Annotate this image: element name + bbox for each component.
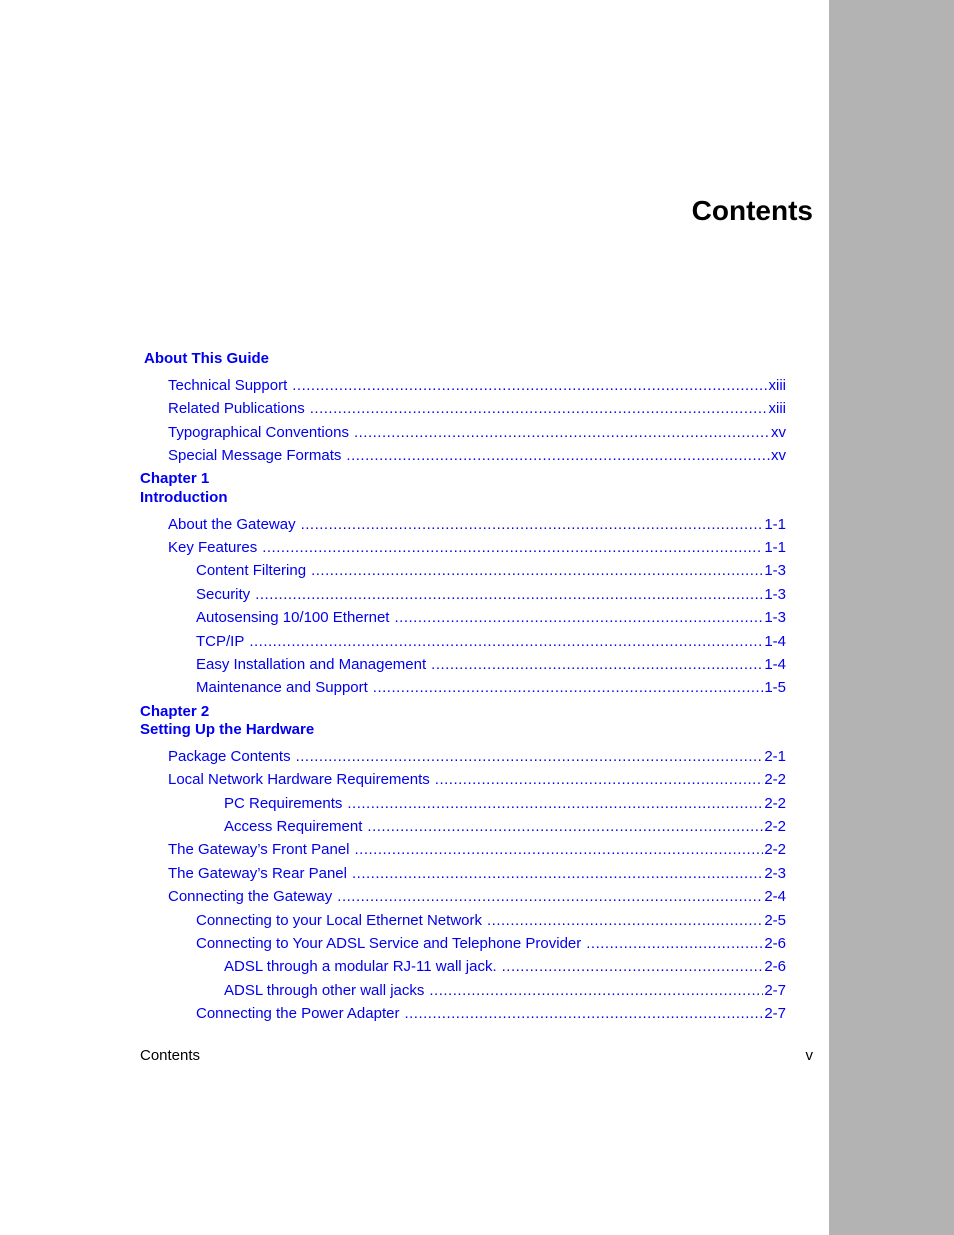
- toc-entry-page: 2-5: [764, 912, 786, 929]
- chapter-title-setting-up-the-hardware[interactable]: Setting Up the Hardware: [140, 721, 315, 738]
- dot-leader: [296, 747, 764, 767]
- dot-leader: [431, 655, 763, 675]
- toc-entry[interactable]: [196, 678, 786, 698]
- toc-entry-label: Autosensing 10/100 Ethernet: [196, 609, 390, 626]
- dot-leader: [429, 981, 763, 1001]
- toc-entry-page: 1-1: [764, 539, 786, 556]
- toc-entry-label: The Gateway’s Rear Panel: [168, 865, 347, 882]
- toc-entry-label: Easy Installation and Management: [196, 656, 427, 673]
- chapter-number-2[interactable]: Chapter 2: [140, 703, 210, 720]
- toc-entry[interactable]: [196, 561, 786, 581]
- toc-entry-label: Content Filtering: [196, 562, 307, 579]
- toc-entry[interactable]: [196, 608, 786, 628]
- toc-entry[interactable]: [196, 585, 786, 605]
- toc-entry-page: 2-6: [764, 935, 786, 952]
- toc-entry-page: xiii: [768, 400, 786, 417]
- toc-entry-page: 2-4: [764, 888, 786, 905]
- toc-entry-page: 1-5: [764, 679, 786, 696]
- toc-entry[interactable]: [168, 747, 786, 767]
- toc-entry[interactable]: [168, 423, 786, 443]
- toc-entry[interactable]: [168, 515, 786, 535]
- toc-entry[interactable]: [196, 911, 786, 931]
- toc-entry-label: Special Message Formats: [168, 447, 342, 464]
- dot-leader: [346, 446, 770, 466]
- toc-entry-label: Connecting to your Local Ethernet Network: [196, 912, 482, 929]
- toc-entry-page: 1-1: [764, 516, 786, 533]
- footer-section-name: Contents: [140, 1047, 201, 1064]
- toc-entry-page: 1-4: [764, 656, 786, 673]
- footer-page-number: v: [805, 1047, 813, 1064]
- toc-entry-label: Typographical Conventions: [168, 424, 349, 441]
- dot-leader: [311, 561, 763, 581]
- dot-leader: [337, 887, 763, 907]
- chapter-title-introduction[interactable]: Introduction: [140, 489, 228, 506]
- dot-leader: [249, 632, 763, 652]
- toc-entry[interactable]: [196, 655, 786, 675]
- toc-entry[interactable]: [224, 981, 786, 1001]
- toc-entry-label: Technical Support: [168, 377, 288, 394]
- chapter-number-1[interactable]: Chapter 1: [140, 470, 210, 487]
- toc-entry-page: xiii: [768, 377, 786, 394]
- dot-leader: [367, 817, 763, 837]
- toc-entry[interactable]: [168, 446, 786, 466]
- toc-entry[interactable]: [168, 399, 786, 419]
- toc-entry[interactable]: [196, 934, 786, 954]
- dot-leader: [352, 864, 763, 884]
- toc-entry-label: Connecting to Your ADSL Service and Telephone Provider: [196, 935, 582, 952]
- toc-entry-page: 2-1: [764, 748, 786, 765]
- side-bar: [829, 0, 954, 1235]
- toc-entry-label: Local Network Hardware Requirements: [168, 771, 430, 788]
- toc-entry-label: About the Gateway: [168, 516, 296, 533]
- toc-entry-label: ADSL through a modular RJ-11 wall jack.: [224, 958, 497, 975]
- toc-entry[interactable]: [168, 887, 786, 907]
- dot-leader: [354, 840, 763, 860]
- toc-entry-page: 2-7: [764, 982, 786, 999]
- dot-leader: [487, 911, 763, 931]
- dot-leader: [262, 538, 763, 558]
- toc-entry-label: The Gateway’s Front Panel: [168, 841, 350, 858]
- toc-entry-label: Related Publications: [168, 400, 305, 417]
- toc-entry-label: TCP/IP: [196, 633, 245, 650]
- dot-leader: [310, 399, 768, 419]
- toc-entry-page: xv: [771, 424, 786, 441]
- toc-entry-page: 1-3: [764, 562, 786, 579]
- toc-entry[interactable]: [224, 817, 786, 837]
- toc-entry-page: 2-2: [764, 771, 786, 788]
- dot-leader: [435, 770, 764, 790]
- toc-entry[interactable]: [196, 632, 786, 652]
- toc-entry-label: Package Contents: [168, 748, 291, 765]
- toc-entry-page: 1-3: [764, 586, 786, 603]
- dot-leader: [502, 957, 764, 977]
- page-title: Contents: [691, 195, 813, 226]
- toc-entry-page: 2-2: [764, 795, 786, 812]
- toc-entry-label: Connecting the Gateway: [168, 888, 333, 905]
- toc-entry[interactable]: [196, 1004, 786, 1024]
- toc-entry[interactable]: [168, 840, 786, 860]
- toc-entry-page: 2-6: [764, 958, 786, 975]
- toc-entry-label: ADSL through other wall jacks: [224, 982, 425, 999]
- dot-leader: [292, 376, 767, 396]
- toc-entry[interactable]: [224, 957, 786, 977]
- dot-leader: [586, 934, 763, 954]
- toc-entry-label: Connecting the Power Adapter: [196, 1005, 400, 1022]
- dot-leader: [301, 515, 764, 535]
- dot-leader: [347, 794, 763, 814]
- dot-leader: [354, 423, 770, 443]
- toc-entry[interactable]: [168, 538, 786, 558]
- toc-entry[interactable]: [168, 770, 786, 790]
- toc-entry-page: 1-4: [764, 633, 786, 650]
- toc-entry[interactable]: [224, 794, 786, 814]
- toc-entry-label: Security: [196, 586, 251, 603]
- toc-entry[interactable]: [168, 864, 786, 884]
- toc-entry-page: 1-3: [764, 609, 786, 626]
- dot-leader: [404, 1004, 763, 1024]
- toc-entry-label: Access Requirement: [224, 818, 363, 835]
- toc-entry[interactable]: [168, 376, 786, 396]
- toc-entry-label: Maintenance and Support: [196, 679, 368, 696]
- toc-entry-page: 2-3: [764, 865, 786, 882]
- toc-entry-page: 2-2: [764, 818, 786, 835]
- dot-leader: [255, 585, 763, 605]
- toc-entry-label: PC Requirements: [224, 795, 343, 812]
- dot-leader: [394, 608, 763, 628]
- toc-entry-label: Key Features: [168, 539, 258, 556]
- toc-entry-page: 2-2: [764, 841, 786, 858]
- toc-entry-page: xv: [771, 447, 786, 464]
- toc-entry-page: 2-7: [764, 1005, 786, 1022]
- section-heading-about-this-guide[interactable]: About This Guide: [144, 350, 269, 367]
- dot-leader: [373, 678, 764, 698]
